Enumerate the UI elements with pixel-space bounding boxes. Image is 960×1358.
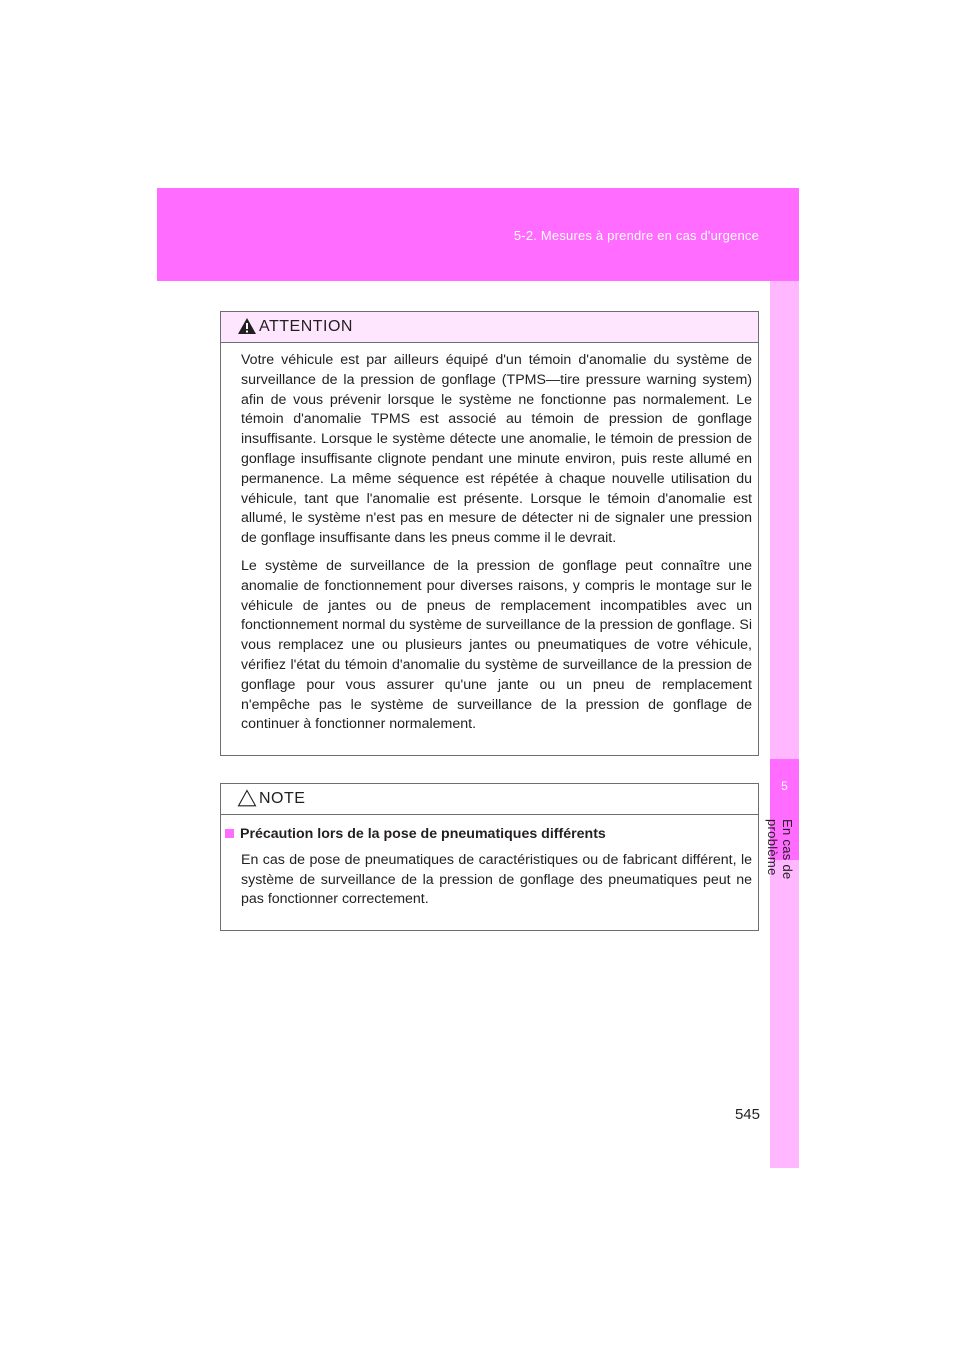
note-body	[221, 815, 758, 930]
attention-header	[221, 312, 758, 343]
attention-box	[220, 311, 759, 756]
note-box	[220, 783, 759, 931]
section-title: 5-2. Mesures à prendre en cas d'urgence	[513, 228, 759, 243]
attention-body	[221, 343, 758, 755]
chapter-label: En cas de problème	[765, 819, 795, 880]
square-bullet-icon	[225, 829, 234, 838]
note-paragraph: En cas de pose de pneumatiques de caractéristiques ou de fabricant différent, le système de surveillance de la pression de gonflage des pneumatiques peut ne pas fonctionner correctement.	[241, 851, 752, 908]
note-title: NOTE	[259, 790, 306, 807]
chapter-number: 5	[781, 779, 788, 793]
attention-title: ATTENTION	[259, 318, 353, 335]
section-header-band	[157, 188, 799, 281]
note-heading-text: Précaution lors de la pose de pneumatiques différents	[240, 826, 606, 842]
warning-outline-triangle-icon	[237, 789, 257, 807]
page-number: 545	[734, 1106, 760, 1123]
note-header	[221, 784, 758, 815]
chapter-side-tab	[765, 281, 799, 1168]
note-heading	[225, 825, 736, 845]
attention-paragraph: Votre véhicule est par ailleurs équipé d'un témoin d'anomalie du système de surveillance de la pression de gonflage (TPMS—tire pressure warning system) afin de vous prévenir lorsque le système ne fonctionne pas normalement. Le témoin d'anomalie TPMS est associé au témoin de pression de gonflage insuffisante. Lorsque le système détecte une anomalie, le témoin de pression de gonflage insuffisante clignote pendant une minute environ, puis reste allumé en permanence. La même séquence est répétée à chaque nouvelle utilisation du véhicule, tant que l'anomalie est présente. Lorsque le témoin d'anomalie est allumé, le système n'est pas en mesure de détecter ni de signaler une pression de gonflage insuffisante dans les pneus comme il le devrait.	[241, 352, 752, 547]
attention-paragraph: Le système de surveillance de la pression de gonflage peut connaître une anomalie de fonctionnement pour diverses raisons, y compris le montage sur le véhicule de jantes ou de pneus de remplacement incompatibles avec un fonctionnement normal du système de surveillance de la pression de gonflage. Si vous remplacez une ou plusieurs jantes ou pneumatiques de votre véhicule, vérifiez l'état du témoin d'anomalie du système de surveillance de la pression de gonflage pour vous assurer qu'une jante ou un pneu de remplacement n'empêche pas le système de surveillance de la pression de gonflage de continuer à fonctionner normalement.	[241, 557, 752, 733]
warning-filled-triangle-icon	[237, 317, 257, 335]
